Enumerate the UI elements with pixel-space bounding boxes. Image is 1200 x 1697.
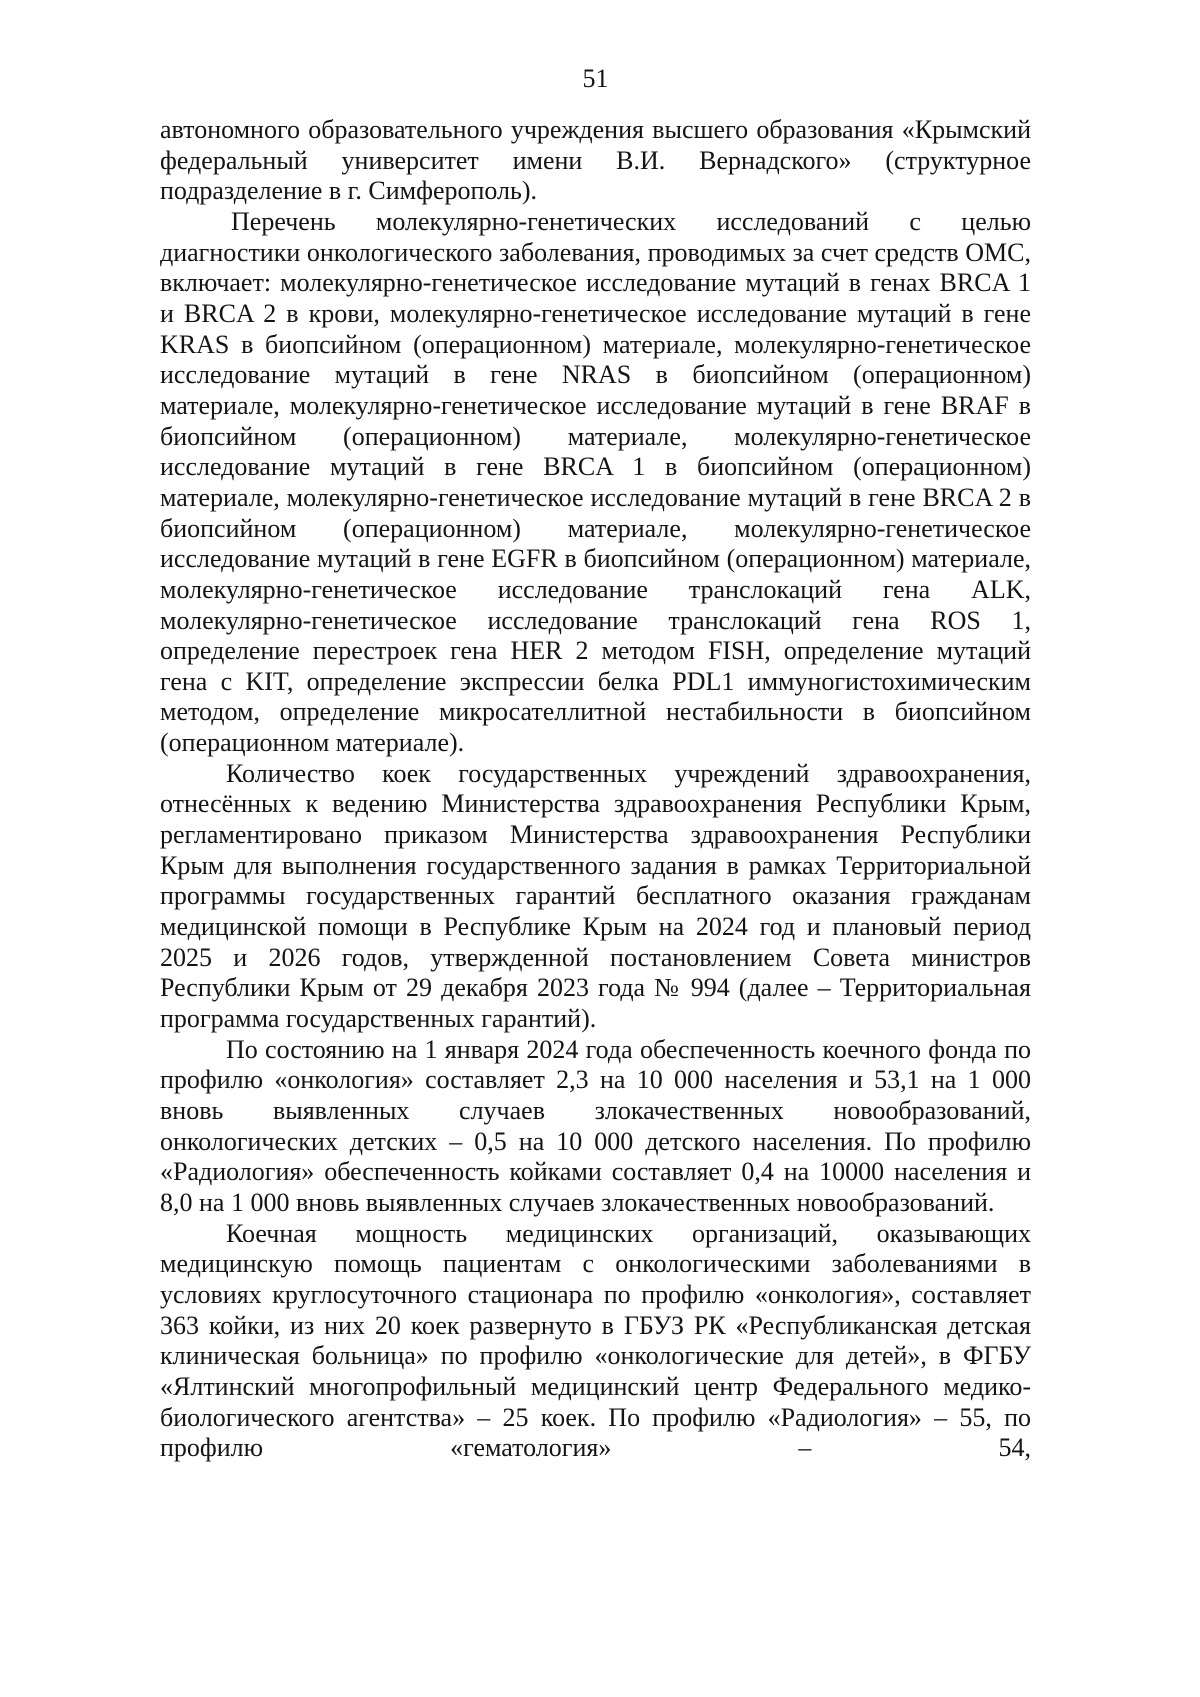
paragraph-molecular-genetic-tests: Перечень молекулярно-генетических исследований с целью диагностики онкологического заболевания, проводимых за счет средств ОМС, включает: молекулярно-генетическое исследование мутаций в генах BRCA 1 и BRCA 2 в крови, молекулярно-генетическое исследование мутаций в гене KRAS в биопсийном (операционном) материале, молекулярно-генетическое исследование мутаций в гене NRAS в биопсийном (операционном) материале, молекулярно-генетическое исследование мутаций в гене BRAF в биопсийном (операционном) материале, молекулярно-генетическое исследование мутаций в гене BRCA 1 в биопсийном (операционном) материале, молекулярно-генетическое исследование мутаций в гене BRCA 2 в биопсийном (операционном) материале, молекулярно-генетическое исследование мутаций в гене EGFR в биопсийном (операционном) материале, молекулярно-генетическое исследование транслокаций гена ALK, молекулярно-генетическое исследование транслокаций гена ROS 1, определение перестроек гена HER 2 методом FISH, определение мутаций гена с KIT, определение экспрессии белка PDL1 иммуногистохимическим методом, определение микросателлитной нестабильности в биопсийном (операционном материале).: [160, 206, 1031, 758]
page-number: 51: [582, 64, 609, 93]
document-body: [160, 115, 1031, 1464]
paragraph-bed-count-regulation: Количество коек государственных учреждений здравоохранения, отнесённых к ведению Министерства здравоохранения Республики Крым, регламентировано приказом Министерства здравоохранения Республики Крым для выполнения государственного задания в рамках Территориальной программы государственных гарантий бесплатного оказания гражданам медицинской помощи в Республике Крым на 2024 год и плановый период 2025 и 2026 годов, утвержденной постановлением Совета министров Республики Крым от 29 декабря 2023 года № 994 (далее – Территориальная программа государственных гарантий).: [160, 758, 1031, 1034]
paragraph-bed-capacity: Коечная мощность медицинских организаций, оказывающих медицинскую помощь пациентам с онкологическими заболеваниями в условиях круглосуточного стационара по профилю «онкология», составляет 363 койки, из них 20 коек развернуто в ГБУЗ РК «Республиканская детская клиническая больница» по профилю «онкологические для детей», в ФГБУ «Ялтинский многопрофильный медицинский центр Федерального медико-биологического агентства» – 25 коек. По профилю «Радиология» – 55, по профилю «гематология» – 54,: [160, 1218, 1031, 1463]
paragraph-continued-from-previous-page: автономного образовательного учреждения высшего образования «Крымский федеральный университет имени В.И. Вернадского» (структурное подразделение в г. Симферополь).: [160, 115, 1031, 206]
paragraph-bed-provision: По состоянию на 1 января 2024 года обеспеченность коечного фонда по профилю «онкология» составляет 2,3 на 10 000 населения и 53,1 на 1 000 вновь выявленных случаев злокачественных новообразований, онкологических детских – 0,5 на 10 000 детского населения. По профилю «Радиология» обеспеченность койками составляет 0,4 на 10000 населения и 8,0 на 1 000 вновь выявленных случаев злокачественных новообразований.: [160, 1034, 1031, 1217]
